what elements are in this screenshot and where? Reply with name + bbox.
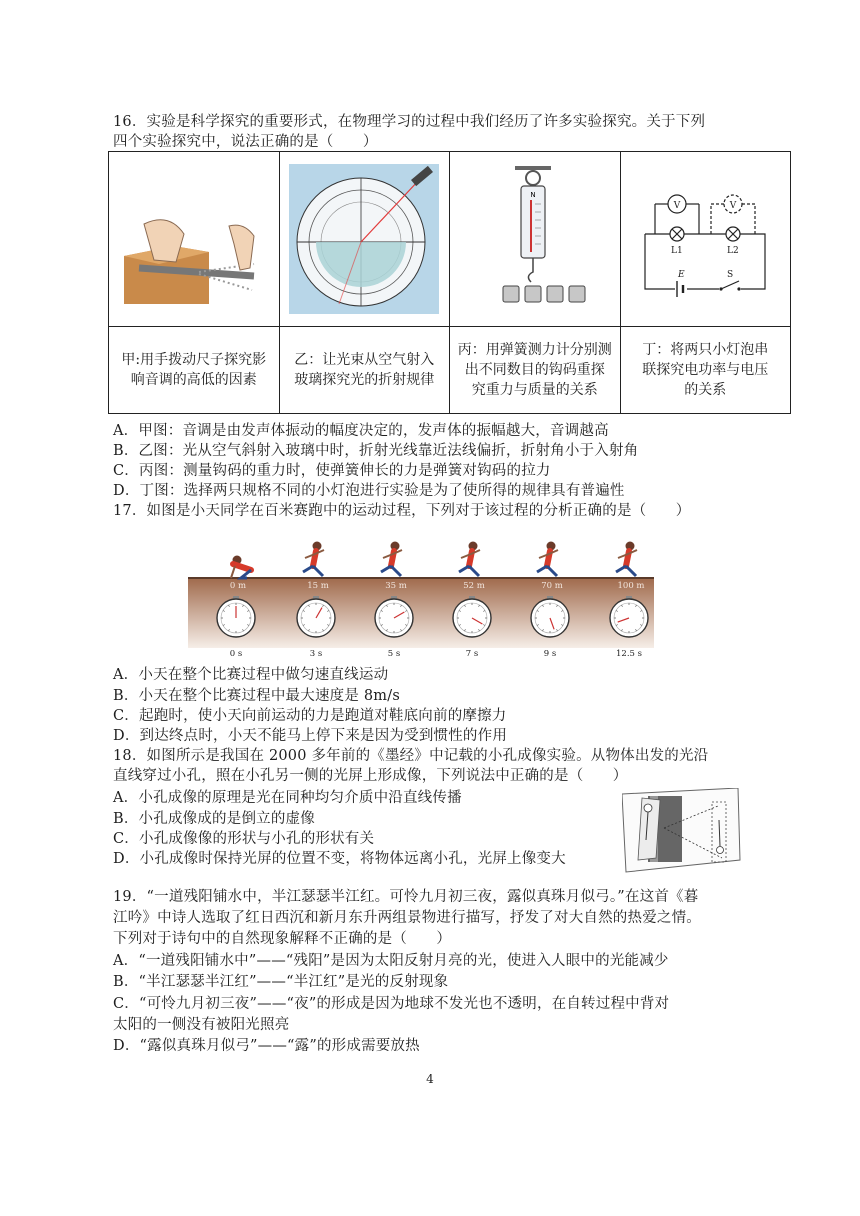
series-circuit-figure (635, 179, 775, 299)
runners (231, 542, 637, 579)
time-label: 9 s (543, 649, 557, 659)
q19-option-c-cont: 太阳的一侧没有被阳光照亮 (113, 1017, 290, 1033)
distance-label: 100 m (617, 581, 645, 591)
distance-label: 35 m (385, 581, 407, 591)
caption-ding: 丁：将两只小灯泡串 联探究电功率与电压 的关系 (620, 327, 791, 414)
q16-experiment-table (108, 151, 791, 414)
caption-bing: 丙：用弹簧测力计分别测 出不同数目的钩码重探 究重力与质量的关系 (450, 327, 621, 414)
time-label: 5 s (387, 649, 401, 659)
q18-stem-line2: 直线穿过小孔，照在小孔另一侧的光屏上形成像，下列说法中正确的是（ ） (113, 768, 628, 784)
q19-stem-line3: 下列对于诗句中的自然现象解释不正确的是（ ） (113, 931, 452, 947)
q18-option-c: C．小孔成像像的形状与小孔的形状有关 (113, 831, 375, 847)
q19-stem-line1: 19．“一道残阳铺水中，半江瑟瑟半江红。可怜九月初三夜，露似真珠月似弓。”在这首《暮 (113, 889, 699, 905)
track (188, 578, 654, 648)
runner-figure (459, 542, 480, 577)
q17-option-d: D．到达终点时，小天不能马上停下来是因为受到惯性的作用 (113, 728, 508, 744)
q19-option-b: B．“半江瑟瑟半江红”——“半江红”是光的反射现象 (113, 974, 449, 990)
q18-option-a: A．小孔成像的原理是光在同种均匀介质中沿直线传播 (113, 790, 462, 806)
switch-label: S (727, 270, 734, 280)
q16-option-c: C．丙图：测量钩码的重力时，使弹簧伸长的力是弹簧对钩码的拉力 (113, 463, 551, 479)
q17-option-a: A．小天在整个比赛过程中做匀速直线运动 (113, 667, 389, 683)
q17-stem: 17．如图是小天同学在百米赛跑中的运动过程，下列对于该过程的分析正确的是（ ） (113, 503, 691, 519)
q18-option-b: B．小孔成像成的是倒立的虚像 (113, 811, 315, 827)
distance-label: 70 m (541, 581, 563, 591)
race-figure (188, 530, 658, 670)
q16-stem-line2: 四个实验探究中，说法正确的是（ ） (113, 134, 378, 150)
runner-figure (381, 542, 402, 577)
voltmeter-label: V (674, 201, 681, 211)
runner-figure (537, 542, 558, 577)
q16-option-b: B．乙图：光从空气斜射入玻璃中时，折射光线靠近法线偏折，折射角小于入射角 (113, 443, 639, 459)
q16-option-a: A．甲图：音调是由发声体振动的幅度决定的，发声体的振幅越大，音调越高 (113, 423, 609, 439)
distance-label: 52 m (463, 581, 485, 591)
page-number: 4 (426, 1072, 434, 1086)
figure-cell-yi (279, 152, 450, 327)
figure-cell-bing (450, 152, 621, 327)
lamp-l1-label: L1 (671, 246, 683, 256)
runner-figure (616, 542, 637, 577)
q16-stem-line1: 16．实验是科学探究的重要形式，在物理学习的过程中我们经历了许多实验探究。关于下列 (113, 114, 706, 130)
q16-option-d: D．丁图：选择两只规格不同的小灯泡进行实验是为了使所得的规律具有普遍性 (113, 483, 625, 499)
figure-cell-jia (109, 152, 280, 327)
caption-yi: 乙：让光束从空气射入 玻璃探究光的折射规律 (279, 327, 450, 414)
q18-stem-line1: 18．如图所示是我国在 2000 多年前的《墨经》中记载的小孔成像实验。从物体出发的光沿 (113, 748, 709, 764)
time-label: 3 s (309, 649, 323, 659)
distance-label: 15 m (307, 581, 329, 591)
figure-cell-ding (620, 152, 791, 327)
time-label: 0 s (229, 649, 243, 659)
q17-option-b: B．小天在整个比赛过程中最大速度是 8m/s (113, 688, 400, 704)
spring-scale-figure (475, 164, 595, 314)
lamp-l2-label: L2 (727, 246, 739, 256)
q19-option-d: D．“露似真珠月似弓”——“露”的形成需要放热 (113, 1038, 420, 1054)
q19-option-a: A．“一道残阳铺水中”——“残阳”是因为太阳反射月亮的光，使进入人眼中的光能减少 (113, 953, 669, 969)
ruler-vibration-figure (114, 164, 274, 314)
scale-label: N (530, 191, 536, 199)
runner-figure (303, 542, 324, 577)
time-label: 7 s (465, 649, 479, 659)
runner-figure (231, 556, 251, 579)
distance-label: 0 m (229, 581, 247, 591)
caption-jia: 甲:用手拨动尺子探究影 响音调的高低的因素 (109, 327, 280, 414)
q18-option-d: D．小孔成像时保持光屏的位置不变，将物体远离小孔，光屏上像变大 (113, 851, 566, 867)
pinhole-figure (622, 788, 742, 874)
time-label: 12.5 s (616, 649, 642, 659)
q19-stem-line2: 江吟》中诗人选取了红日西沉和新月东升两组景物进行描写，抒发了对大自然的热爱之情。 (113, 910, 701, 926)
refraction-protractor-figure (289, 164, 439, 314)
q17-option-c: C．起跑时，使小天向前运动的力是跑道对鞋底向前的摩擦力 (113, 708, 507, 724)
battery-label: E (678, 270, 685, 280)
time-labels (230, 649, 642, 659)
q19-option-c: C．“可怜九月初三夜”——“夜”的形成是因为地球不发光也不透明，在自转过程中背对 (113, 996, 670, 1012)
voltmeter-label-2: V (730, 201, 737, 211)
